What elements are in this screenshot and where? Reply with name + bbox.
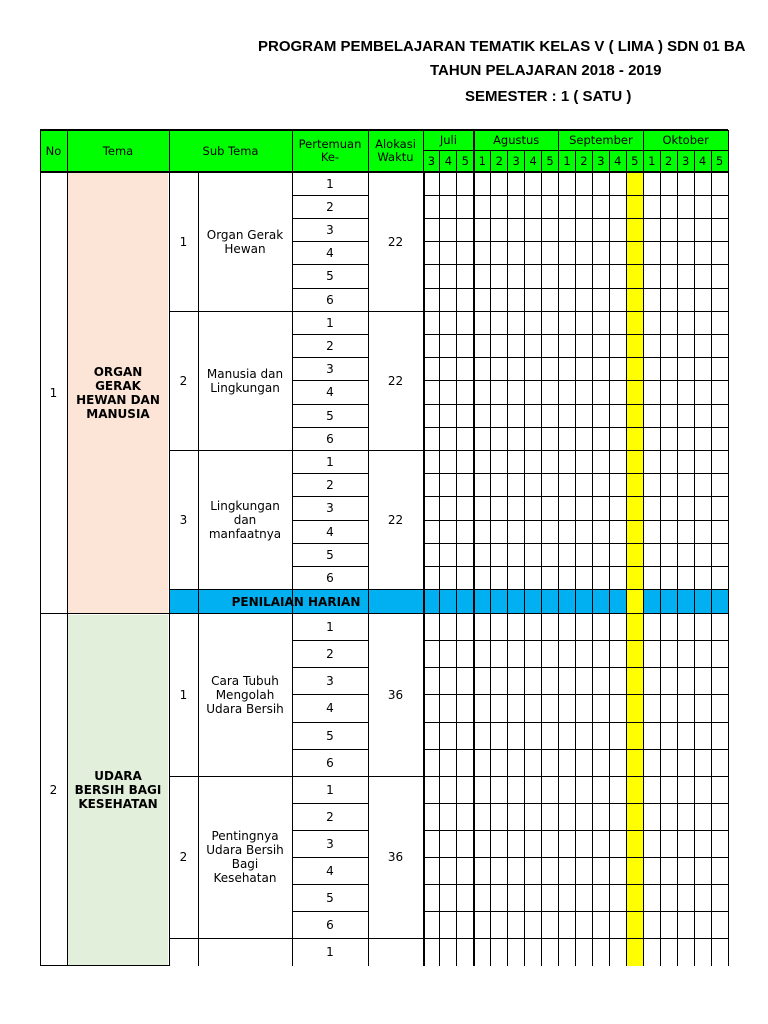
grid-line: [423, 884, 728, 885]
meeting-number: 1: [326, 620, 334, 635]
grid-line: [423, 218, 728, 219]
grid-line: [423, 938, 728, 939]
subtheme-number: 2: [179, 850, 188, 865]
meeting-number: 6: [326, 755, 334, 770]
grid-line: [423, 334, 728, 335]
meeting-number: 1: [326, 315, 334, 330]
grid-line: [473, 150, 474, 966]
grid-line: [423, 404, 728, 405]
grid-line: [423, 543, 728, 544]
meeting-number: 3: [326, 836, 334, 851]
document-title: PROGRAM PEMBELAJARAN TEMATIK KELAS V ( LIMA ) SDN 01 BA: [258, 38, 746, 55]
header-alokasi: Alokasi Waktu: [375, 137, 416, 164]
penilaian-label: PENILAIAN HARIAN: [231, 594, 361, 609]
grid-line: [423, 264, 728, 265]
meeting-number: 4: [326, 385, 334, 400]
grid-line: [423, 803, 728, 804]
grid-line: [558, 150, 559, 966]
month-label: Oktober: [662, 132, 709, 147]
grid-line: [643, 150, 644, 966]
grid-line: [423, 427, 728, 428]
semester-title: SEMESTER : 1 ( SATU ): [465, 88, 632, 105]
meeting-number: 3: [326, 674, 334, 689]
subtheme-alokasi: 22: [387, 373, 404, 388]
meeting-number: 5: [326, 728, 334, 743]
week-label: 2: [495, 153, 503, 168]
meeting-number: 5: [326, 269, 334, 284]
week-label: 2: [665, 153, 673, 168]
meeting-number: 6: [326, 570, 334, 585]
grid-line: [423, 496, 728, 497]
grid-line: [490, 150, 491, 966]
grid-line: [423, 520, 728, 521]
week-label: 2: [580, 153, 588, 168]
grid-line: [424, 172, 425, 966]
grid-line: [423, 288, 728, 289]
week-label: 5: [461, 153, 469, 168]
grid-line: [423, 749, 728, 750]
grid-line: [660, 150, 661, 966]
school-year-title: TAHUN PELAJARAN 2018 - 2019: [430, 62, 662, 79]
grid-line: [711, 150, 712, 966]
week-label: 3: [681, 153, 690, 168]
grid-line: [592, 150, 593, 966]
grid-line: [423, 357, 728, 358]
meeting-number: 2: [326, 809, 334, 824]
subtheme-alokasi: [368, 939, 423, 966]
grid-line: [423, 857, 728, 858]
grid-line: [728, 172, 729, 966]
week-label: 5: [715, 153, 724, 168]
week-label: 4: [698, 153, 707, 168]
grid-line: [368, 130, 369, 172]
grid-line: [423, 694, 728, 695]
subtheme-alokasi: 22: [387, 512, 404, 527]
meeting-number: 4: [326, 246, 334, 261]
grid-line: [423, 241, 728, 242]
week-label: 4: [444, 153, 453, 168]
meeting-number: 6: [326, 292, 334, 307]
grid-line: [423, 722, 728, 723]
grid-line: [423, 776, 728, 777]
grid-line: [575, 150, 576, 966]
subtheme-name: Manusia dan Lingkungan: [206, 366, 284, 395]
week-label: 3: [512, 153, 520, 168]
subtheme-number: 1: [179, 687, 188, 702]
meeting-number: 3: [326, 501, 334, 516]
header-tema: Tema: [102, 143, 134, 158]
grid-line: [423, 640, 728, 641]
week-label: 4: [529, 153, 537, 168]
meeting-number: 6: [326, 431, 334, 446]
meeting-number: 5: [326, 891, 334, 906]
grid-line: [423, 911, 728, 912]
theme-number: 2: [49, 782, 58, 797]
subtheme-number: 1: [179, 234, 188, 249]
header-pertemuan: Pertemuan Ke-: [298, 137, 362, 164]
week-label: 5: [631, 153, 639, 168]
meeting-number: 1: [326, 454, 334, 469]
grid-line: [456, 150, 457, 966]
grid-line: [423, 195, 728, 196]
week-label: 4: [614, 153, 622, 168]
meeting-number: 3: [326, 362, 334, 377]
meeting-number: 2: [326, 199, 334, 214]
subtheme-number: 3: [179, 512, 188, 527]
subtheme-name: Organ Gerak Hewan: [206, 227, 284, 256]
meeting-number: 1: [326, 176, 334, 191]
meeting-number: 2: [326, 338, 334, 353]
theme-number: 1: [49, 385, 58, 400]
grid-line: [507, 150, 508, 966]
grid-line: [524, 150, 525, 966]
meeting-number: 5: [326, 408, 334, 423]
grid-line: [423, 566, 728, 567]
meeting-number: 4: [326, 701, 334, 716]
grid-line: [694, 150, 695, 966]
meeting-number: 4: [326, 524, 334, 539]
theme-name: UDARA BERSIH BAGI KESEHATAN: [74, 768, 162, 811]
week-label: 1: [563, 153, 571, 168]
week-label: 5: [546, 153, 554, 168]
month-label: Juli: [439, 132, 457, 147]
theme-name: ORGAN GERAK HEWAN DAN MANUSIA: [76, 364, 160, 421]
subtheme-name: Cara Tubuh Mengolah Udara Bersih: [206, 673, 284, 716]
subtheme-name: Lingkungan dan manfaatnya: [208, 498, 282, 541]
meeting-number: 2: [326, 478, 334, 493]
header-sub-tema: Sub Tema: [202, 143, 259, 158]
month-label: September: [569, 132, 633, 147]
grid-line: [423, 830, 728, 831]
meeting-number: 1: [326, 782, 334, 797]
subtheme-name: [200, 939, 290, 966]
grid-line: [423, 450, 728, 451]
meeting-number: 6: [326, 918, 334, 933]
month-label: Agustus: [493, 132, 540, 147]
grid-line: [609, 150, 610, 966]
grid-line: [423, 667, 728, 668]
subtheme-name: Pentingnya Udara Bersih Bagi Kesehatan: [206, 829, 284, 886]
week-label: 3: [427, 153, 436, 168]
meeting-number: 5: [326, 547, 334, 562]
grid-line: [423, 473, 728, 474]
grid-line: [423, 380, 728, 381]
grid-line: [423, 311, 728, 312]
week-label: 3: [597, 153, 605, 168]
meeting-number: 3: [326, 222, 334, 237]
grid-line: [439, 150, 440, 966]
week-label: 1: [648, 153, 656, 168]
grid-line: [626, 150, 627, 966]
header-no: No: [45, 143, 62, 158]
week-label: 1: [478, 153, 486, 168]
subtheme-number: 2: [179, 373, 188, 388]
grid-line: [423, 613, 728, 614]
meeting-number: 1: [326, 945, 334, 960]
subtheme-alokasi: 22: [387, 234, 404, 249]
meeting-number: 2: [326, 647, 334, 662]
meeting-number: 4: [326, 864, 334, 879]
subtheme-alokasi: 36: [387, 687, 404, 702]
grid-line: [677, 150, 678, 966]
grid-line: [541, 150, 542, 966]
subtheme-alokasi: 36: [387, 850, 404, 865]
subtheme-number: [169, 939, 198, 966]
highlight-week-column: [626, 172, 643, 966]
